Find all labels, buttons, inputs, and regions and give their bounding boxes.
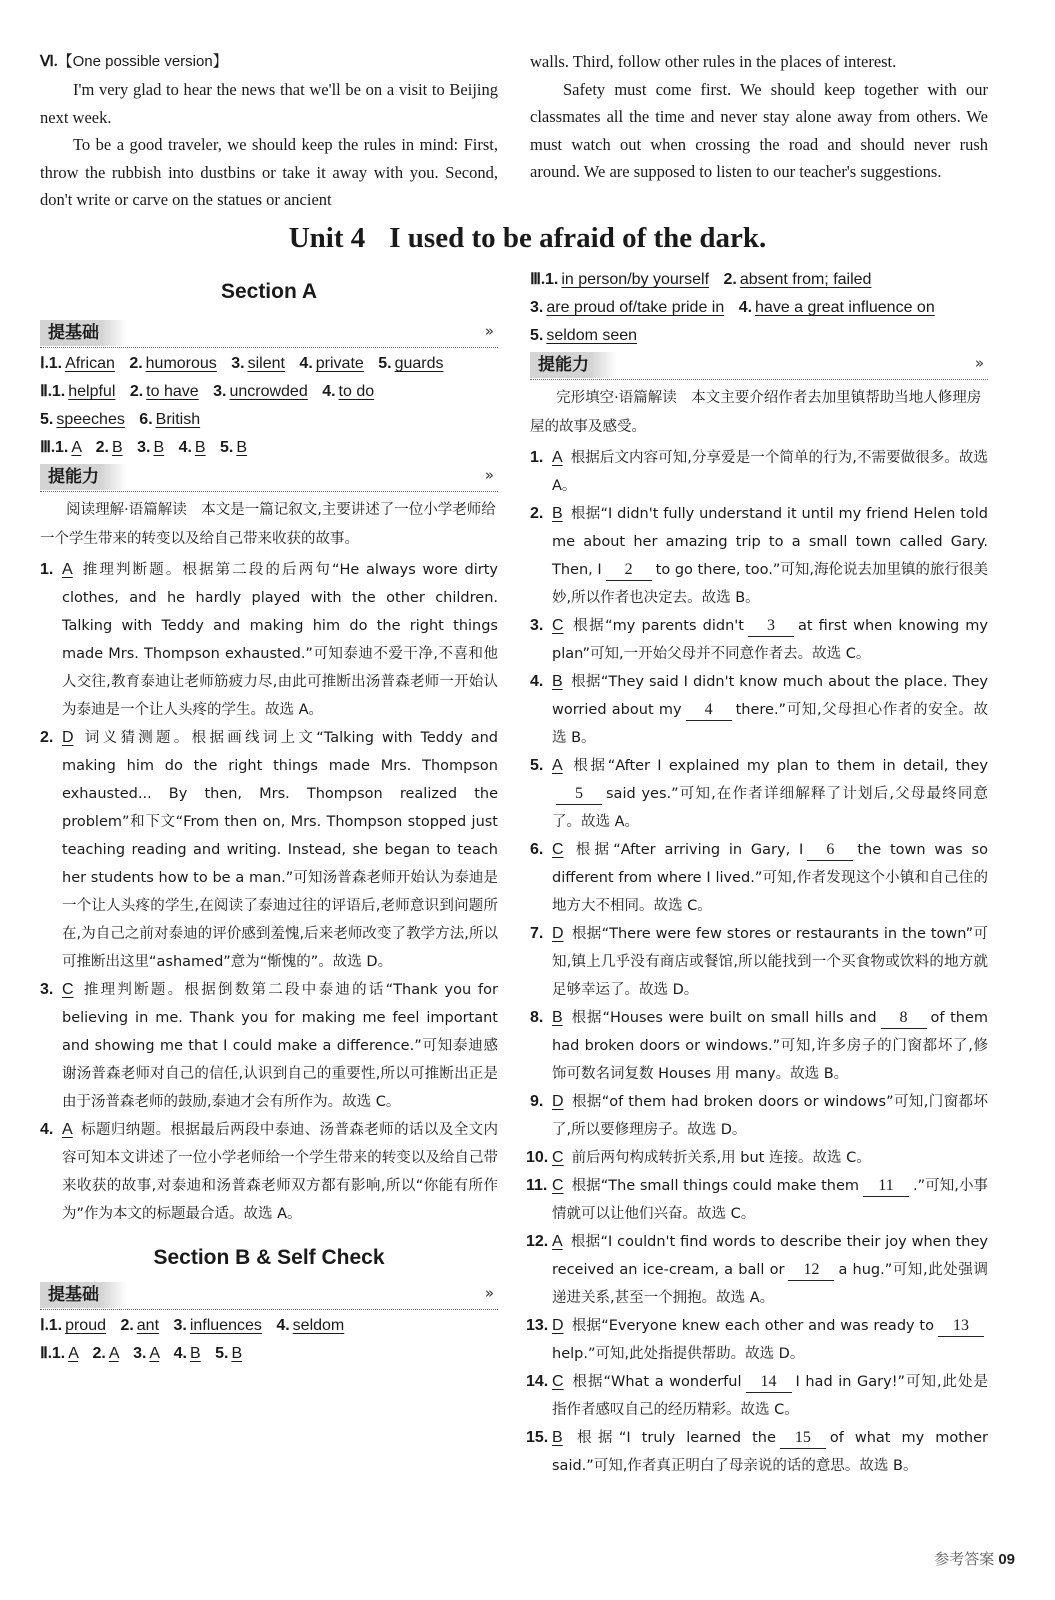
unit-label: Unit 4 xyxy=(288,222,366,254)
writing-paragraph: I'm very glad to hear the news that we'll be on a visit to Beijing next week. xyxy=(40,80,498,127)
chevron-right-icon: » xyxy=(484,322,494,340)
cloze-answer-2: 2. B 根据“I didn't fully understand it until my friend Helen told me about her amazing trip to a small town called Gary. Then, I 2 to go there, too.”可知,海伦说去加里镇的旅行很美妙,所以作者也决定去。故选 B。 xyxy=(530,505,988,606)
cloze-blank: 4 xyxy=(686,700,732,721)
cloze-blank: 2 xyxy=(606,560,652,581)
cloze-answer-7: 7. D 根据“There were few stores or restaurants in the town”可知,镇上几乎没有商店或餐馆,所以能找到一个买食物或饮料的地方就足够幸运了。故选 D。 xyxy=(530,925,988,998)
footer-label: 参考答案 xyxy=(934,1550,995,1568)
band-label: 提基础 xyxy=(40,1282,127,1308)
section-a-title: Section A xyxy=(220,280,318,303)
left-column xyxy=(40,280,498,1368)
cloze-answer-list xyxy=(526,444,989,1480)
cloze-blank: 12 xyxy=(788,1260,834,1281)
heading-label: 【One possible version】 xyxy=(57,53,228,70)
reading-answer-1: 1. A 推理判断题。根据第二段的后两句“He always wore dirty clothes, and he hardly played with the other children. Talking with Teddy and making him do the right things made Mrs. Thompson exhausted.”可知泰迪不爱干净,不喜和他人交往,教育泰迪让老师筋疲力尽,由此可推断出汤普森老师一开始认为泰迪是一个让人头疼的学生。故选 A。 xyxy=(40,561,498,718)
cloze-answer-6: 6. C 根据“After arriving in Gary, I 6 the town was so different from where I lived.”可知,作者发现这个小镇和自己住的地方大不相同。故选 C。 xyxy=(530,841,988,914)
cloze-answer-12: 12. A 根据“I couldn't find words to describe their joy when they received an ice-cream, a ball or 12 a hug.”可知,此处强调递进关系,甚至一个拥抱。故选 A。 xyxy=(526,1233,988,1306)
band-label: 提基础 xyxy=(40,320,127,346)
cloze-answer-3: 3. C 根据“my parents didn't 3 at first when knowing my plan”可知,一开始父母并不同意作者去。故选 C。 xyxy=(530,617,988,662)
cloze-answer-11: 11. C 根据“The small things could make them 11 .”可知,小事情就可以让他们兴奋。故选 C。 xyxy=(526,1177,989,1222)
answer-row-II-cont: 5. speeches 6. British xyxy=(40,411,201,428)
band-ability xyxy=(40,464,498,492)
band-label: 提能力 xyxy=(40,464,127,490)
cloze-blank: 11 xyxy=(863,1176,909,1197)
cloze-blank: 15 xyxy=(780,1428,826,1449)
answer-row-b-I: Ⅰ.1. proud 2. ant 3. influences 4. seldom xyxy=(40,1317,345,1334)
cloze-answer-4: 4. B 根据“They said I didn't know much about the place. They worried about my 4 there.”可知,父母担心作者的安全。故选 B。 xyxy=(530,673,988,746)
cloze-answer-10: 10. C 前后两句构成转折关系,用 but 连接。故选 C。 xyxy=(526,1149,871,1166)
band-basic xyxy=(40,320,498,348)
unit-title xyxy=(0,222,1055,255)
chevron-right-icon: » xyxy=(484,1284,494,1302)
band-basic-b xyxy=(40,1282,498,1310)
band-label: 提能力 xyxy=(530,352,617,378)
cloze-blank: 6 xyxy=(807,840,853,861)
chevron-right-icon: » xyxy=(484,466,494,484)
writing-paragraph: walls. Third, follow other rules in the places of interest. xyxy=(530,52,897,71)
reading-intro: 阅读理解·语篇解读 本文是一篇记叙文,主要讲述了一位小学老师给一个学生带来的转变以及给自己带来收获的故事。 xyxy=(40,502,496,547)
cloze-answer-5: 5. A 根据“After I explained my plan to them in detail, they5 said yes.”可知,在作者详细解释了计划后,父母最终同意了。故选 A。 xyxy=(530,757,988,830)
answer-row-b-III-cont: 3. are proud of/take pride in 4. have a great influence on xyxy=(530,299,935,316)
writing-sample-right xyxy=(530,48,988,186)
cloze-answer-9: 9. D 根据“of them had broken doors or windows”可知,门窗都坏了,所以要修理房子。故选 D。 xyxy=(530,1093,988,1138)
cloze-answer-13: 13. D 根据“Everyone knew each other and was ready to 13help.”可知,此处指提供帮助。故选 D。 xyxy=(530,1312,988,1368)
chevron-right-icon: » xyxy=(974,354,984,372)
page-footer xyxy=(934,1548,1015,1569)
cloze-blank: 5 xyxy=(556,784,602,805)
answer-row-b-III-cont2: 5. seldom seen xyxy=(530,327,638,344)
section-b-title: Section B & Self Check xyxy=(153,1246,385,1269)
heading-number: Ⅵ. xyxy=(40,54,58,70)
right-column xyxy=(526,266,989,1480)
cloze-blank: 14 xyxy=(746,1372,792,1393)
cloze-intro: 完形填空·语篇解读 本文主要介绍作者去加里镇帮助当地人修理房屋的故事及感受。 xyxy=(530,390,982,435)
answer-row-III: Ⅲ.1. A 2. B 3. B 4. B 5. B xyxy=(40,439,248,456)
reading-answer-2: 2. D 词义猜测题。根据画线词上文“Talking with Teddy and making him do the right things made Mrs. Thompson exhausted... By then, Mrs. Thompson realized the problem”和下文“From then on, Mrs. Thompson stopped just teaching reading and writing. Instead, she began to teach her students how to be a man.”可知汤普森老师开始认为泰迪是一个让人头疼的学生,在阅读了泰迪过往的评语后,老师意识到问题所在,为自己之前对泰迪的评价感到羞愧,后来老师改变了教学方法,所以可推断出这里“ashamed”意为“惭愧的”。故选 D。 xyxy=(40,729,498,970)
unit-heading: I used to be afraid of the dark. xyxy=(389,222,767,254)
answer-row-I: Ⅰ.1. African 2. humorous 3. silent 4. private 5. guards xyxy=(40,355,444,372)
writing-heading xyxy=(40,48,498,76)
page-number: 09 xyxy=(998,1551,1015,1568)
cloze-answer-8: 8. B 根据“Houses were built on small hills and 8 of them had broken doors or windows.”可知,许多房子的门窗都坏了,修饰可数名词复数 Houses 用 many。故选 B。 xyxy=(530,1009,988,1082)
cloze-answer-15: 15. B 根据“I truly learned the 15 of what my mother said.”可知,作者真正明白了母亲说的话的意思。故选 B。 xyxy=(526,1429,988,1474)
band-ability-b xyxy=(530,352,988,380)
writing-sample-left xyxy=(40,48,498,214)
cloze-answer-1: 1. A 根据后文内容可知,分享爱是一个简单的行为,不需要做很多。故选 A。 xyxy=(530,449,988,494)
writing-paragraph: Safety must come first. We should keep together with our classmates all the time and never stay alone away from others. We must watch out when crossing the road and should never rush around. We are supposed to listen to our teacher's suggestions. xyxy=(530,79,988,182)
reading-answer-4: 4. A 标题归纳题。根据最后两段中泰迪、汤普森老师的话以及全文内容可知本文讲述了一位小学老师给一个学生带来的转变以及给自己带来收获的故事,对泰迪和汤普森老师双方都有影响,所以“你能有所作为”作为本文的标题最合适。故选 A。 xyxy=(40,1121,498,1222)
cloze-answer-14: 14. C 根据“What a wonderful 14 I had in Gary!”可知,此处是指作者感叹自己的经历精彩。故选 C。 xyxy=(526,1373,988,1418)
cloze-blank: 8 xyxy=(881,1008,927,1029)
reading-answer-3: 3. C 推理判断题。根据倒数第二段中泰迪的话“Thank you for believing in me. Thank you for making me feel important and showing me that I could make a difference.”可知泰迪感谢汤普森老师对自己的信任,认识到自己的重要性,所以可推断出正是由于汤普森老师的鼓励,泰迪才会有所作为。故选 C。 xyxy=(40,981,498,1110)
cloze-blank: 3 xyxy=(748,616,794,637)
writing-paragraph: To be a good traveler, we should keep the rules in mind: First, throw the rubbish into dustbins or take it away with you. Second, don't write or carve on the statues or ancient xyxy=(40,135,498,210)
answer-row-II: Ⅱ.1. helpful 2. to have 3. uncrowded 4. to do xyxy=(40,383,375,400)
answer-row-b-II: Ⅱ.1. A 2. A 3. A 4. B 5. B xyxy=(40,1345,243,1362)
cloze-blank: 13 xyxy=(938,1316,984,1337)
answer-row-b-III: Ⅲ.1. in person/by yourself 2. absent from; failed xyxy=(530,271,872,288)
